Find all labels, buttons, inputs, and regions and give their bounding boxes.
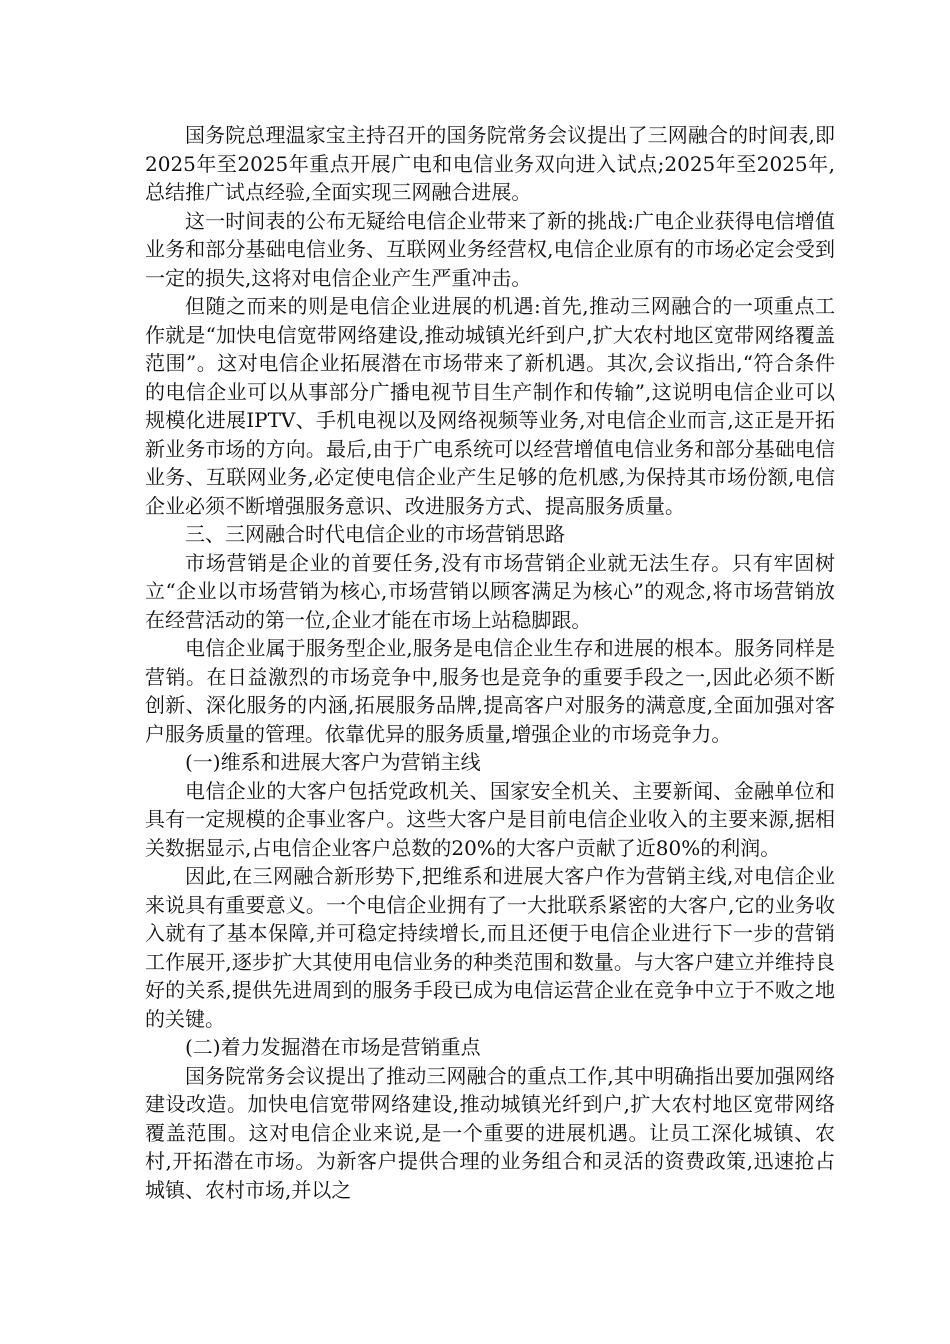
paragraph: 国务院总理温家宝主持召开的国务院常务会议提出了三网融合的时间表,即2025年至2025年重点开展广电和电信业务双向进入试点;2025年至2025年,总结推广试点经验,全面实现三网融合进展。 xyxy=(145,123,835,204)
paragraph: 这一时间表的公布无疑给电信企业带来了新的挑战:广电企业获得电信增值业务和部分基础电信业务、互联网业务经营权,电信企业原有的市场必定会受到一定的损失,这将对电信企业产生严重冲击。 xyxy=(145,208,835,290)
paragraph: 因此,在三网融合新形势下,把维系和进展大客户作为营销主线,对电信企业来说具有重要意义。一个电信企业拥有了一大批联系紧密的大客户,它的业务收入就有了基本保障,并可稳定持续增长,而且还便于电信企业进行下一步的营销工作展开,逐步扩大其使用电信业务的种类范围和数量。与大客户建立并维持良好的关系,提供先进周到的服务手段已成为电信运营企业在竞争中立于不败之地的关键。 xyxy=(145,864,835,1031)
subsection-heading: (一)维系和进展大客户为营销主线 xyxy=(185,750,481,774)
paragraph: 市场营销是企业的首要任务,没有市场营销企业就无法生存。只有牢固树立“企业以市场营销为核心,市场营销以顾客满足为核心”的观念,将市场营销放在经营活动的第一位,企业才能在市场上站稳脚跟。 xyxy=(145,550,835,632)
subsection-heading: (二)着力发掘潜在市场是营销重点 xyxy=(185,1035,481,1059)
document-body xyxy=(145,121,835,1204)
paragraph: 电信企业属于服务型企业,服务是电信企业生存和进展的根本。服务同样是营销。在日益激烈的市场竞争中,服务也是竞争的重要手段之一,因此必须不断创新、深化服务的内涵,拓展服务品牌,提高客户对服务的满意度,全面加强对客户服务质量的管理。依靠优异的服务质量,增强企业的市场竞争力。 xyxy=(145,636,835,746)
paragraph: 国务院常务会议提出了推动三网融合的重点工作,其中明确指出要加强网络建设改造。加快电信宽带网络建设,推动城镇光纤到户,扩大农村地区宽带网络覆盖范围。这对电信企业来说,是一个重要的进展机遇。让员工深化城镇、农村,开拓潜在市场。为新客户提供合理的业务组合和灵活的资费政策,迅速抢占城镇、农村市场,并以之 xyxy=(145,1063,835,1202)
paragraph: 但随之而来的则是电信企业进展的机遇:首先,推动三网融合的一项重点工作就是“加快电信宽带网络建设,推动城镇光纤到户,扩大农村地区宽带网络覆盖范围”。这对电信企业拓展潜在市场带来了新机遇。其次,会议指出,“符合条件的电信企业可以从事部分广播电视节目生产制作和传输”,这说明电信企业可以规模化进展IPTV、手机电视以及网络视频等业务,对电信企业而言,这正是开拓新业务市场的方向。最后,由于广电系统可以经营增值电信业务和部分基础电信业务、互联网业务,必定使电信企业产生足够的危机感,为保持其市场份额,电信企业必须不断增强服务意识、改进服务方式、提高服务质量。 xyxy=(145,294,835,518)
section-heading: 三、三网融合时代电信企业的市场营销思路 xyxy=(185,522,565,546)
paragraph: 电信企业的大客户包括党政机关、国家安全机关、主要新闻、金融单位和具有一定规模的企事业客户。这些大客户是目前电信企业收入的主要来源,据相关数据显示,占电信企业客户总数的20%的大客户贡献了近80%的利润。 xyxy=(145,778,835,860)
